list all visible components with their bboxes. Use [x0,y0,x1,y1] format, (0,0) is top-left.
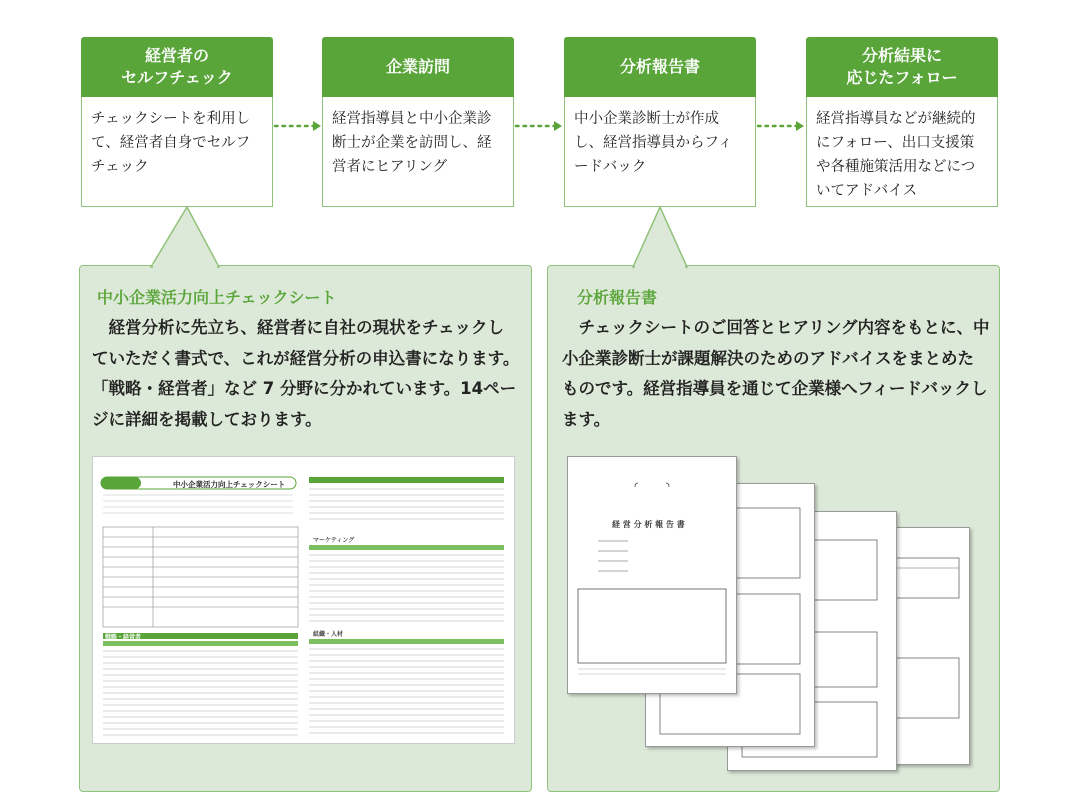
step-description: 経営指導員などが継続的にフォロー、出口支援策や各種施策活用などについてアドバイス [806,97,998,207]
checksheet-section-1: 戦略・経営者 [105,634,142,641]
step-analysis-report [564,37,756,207]
arrow-right-icon [756,120,806,132]
report-title: 経 営 分 析 報 告 書 [612,520,685,529]
arrow-right-icon [273,120,323,132]
step-description: 中小企業診断士が作成し、経営指導員からフィードバック [564,97,756,207]
checksheet-section-3: 組織・人材 [313,631,344,638]
checksheet-thumbnail [92,456,515,744]
checksheet-title: 中小企業活力向上チェックシート [173,480,286,489]
step-title: 分析結果に 応じたフォロー [806,37,998,97]
step-description: 経営指導員と中小企業診断士が企業を訪問し、経営者にヒアリング [322,97,514,207]
report-callout-text: チェックシートのご回答とヒアリング内容をもとに、中小企業診断士が課題解決のためのアドバイスをまとめたものです。経営指導員を通じて企業様へフィードバックします。 [562,318,990,429]
step-follow-up [806,37,998,207]
step-self-check [81,37,273,207]
checksheet-illustration [93,457,514,743]
arrow-right-icon [514,120,564,132]
step-title: 経営者の セルフチェック [81,37,273,97]
checksheet-callout-text: 経営分析に先立ち、経営者に自社の現状をチェックしていただく書式で、これが経営分析の申込書になります。「戦略・経営者」など 7 分野に分かれています。14ページに詳細を掲載しております。 [92,318,520,429]
callout-pointer [150,206,220,268]
step-title: 企業訪問 [322,37,514,97]
report-callout-title: 分析報告書 [577,288,658,307]
step-description: チェックシートを利用して、経営者自身でセルフチェック [81,97,273,207]
step-company-visit [322,37,514,207]
callout-pointer [632,206,688,268]
checksheet-section-2: マーケティング [313,537,355,544]
step-title: 分析報告書 [564,37,756,97]
report-page-1 [567,456,737,694]
checksheet-callout-title: 中小企業活力向上チェックシート [97,288,337,307]
